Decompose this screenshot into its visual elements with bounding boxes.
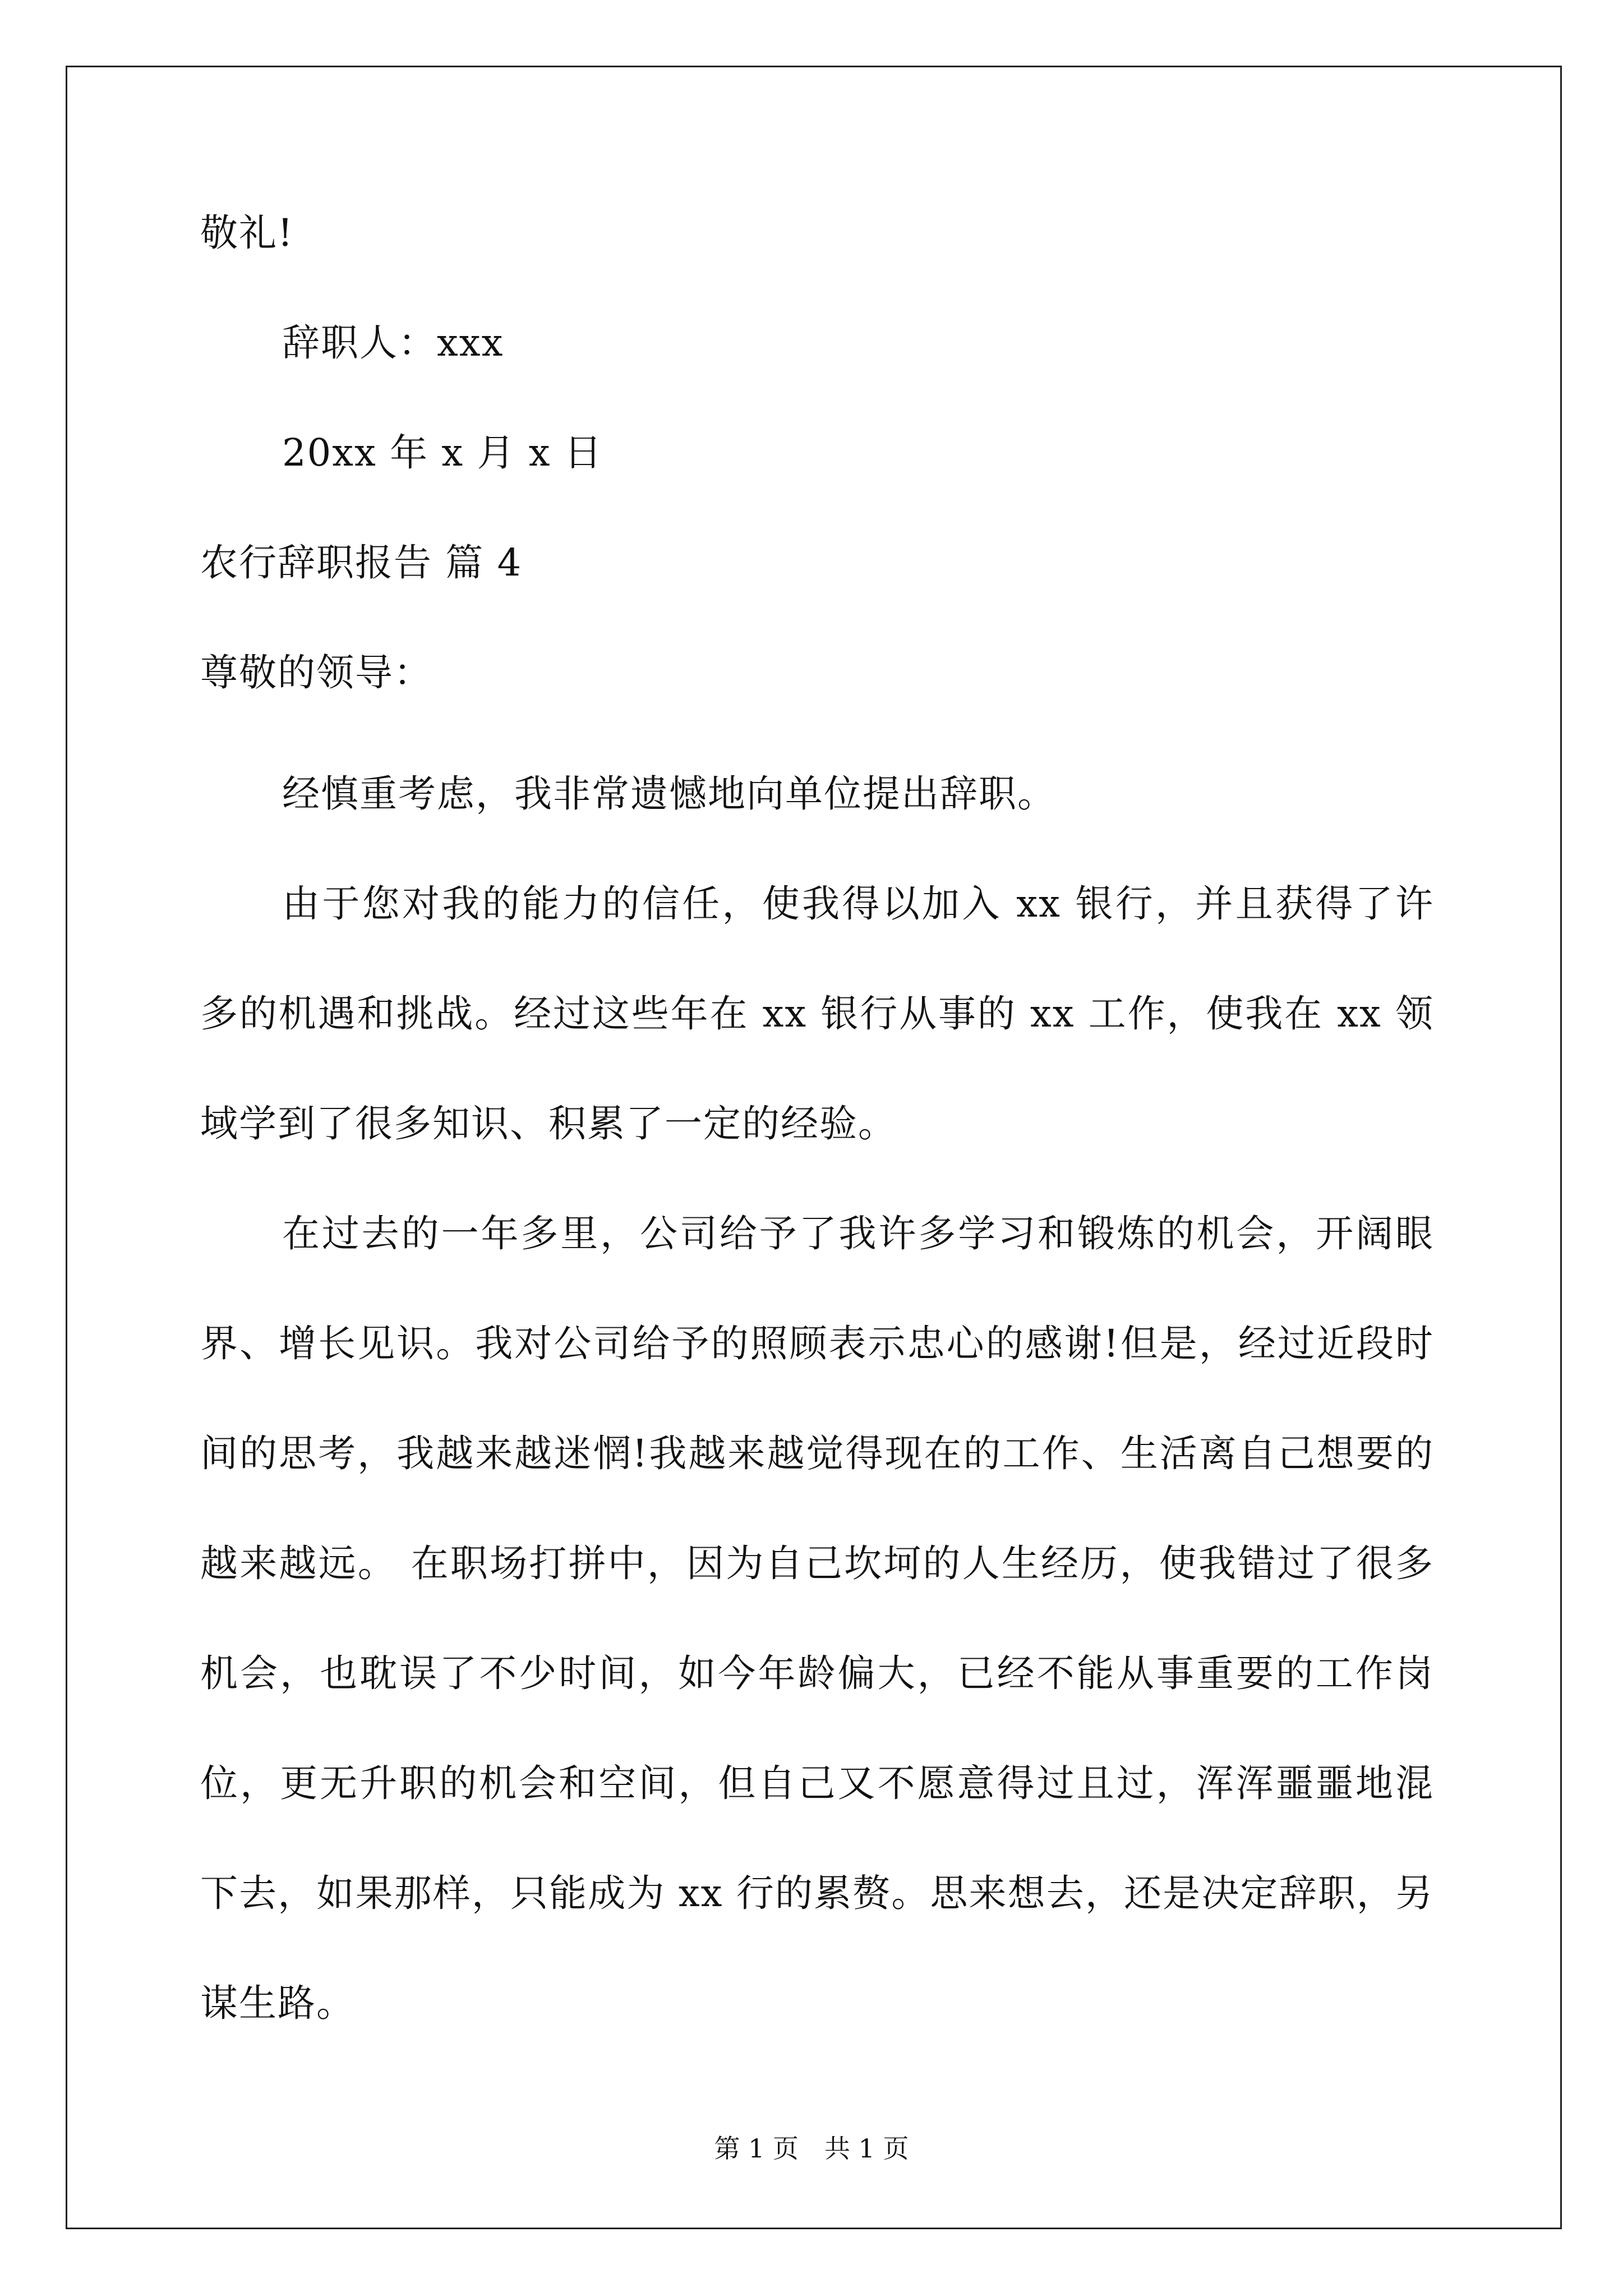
closing-line: 敬礼! bbox=[200, 211, 294, 255]
signer-line: 辞职人：xxx bbox=[282, 321, 504, 365]
salutation: 尊敬的领导： bbox=[200, 651, 432, 694]
page-footer: 第 1 页 共 1 页 bbox=[714, 2133, 909, 2164]
paragraph-3: 在过去的一年多里，公司给予了我许多学习和锻炼的机会，开阔眼界、增长见识。我对公司给予的照顾表示忠心的感谢!但是，经过近段时间的思考，我越来越迷惘!我越来越觉得现在的工作、生活离自己想要的越来越远。 在职场打拼中，因为自己坎坷的人生经历，使我错过了很多机会，也耽误了不少时间，如今年龄偏大，已经不能从事重要的工作岗位，更无升职的机会和空间，但自己又不愿意得过且过，浑浑噩噩地混下去，如果那样，只能成为 xx 行的累赘。思来想去，还是决定辞职，另谋生路。 bbox=[200, 1212, 1434, 2025]
section-title: 农行辞职报告 篇 4 bbox=[200, 541, 523, 585]
paragraph-2: 由于您对我的能力的信任，使我得以加入 xx 银行，并且获得了许多的机遇和挑战。经过这些年在 xx 银行从事的 xx 工作，使我在 xx 领域学到了很多知识、积累了一定的经验。 bbox=[200, 882, 1434, 1145]
paragraph-1: 经慎重考虑，我非常遗憾地向单位提出辞职。 bbox=[282, 772, 1056, 816]
date-line: 20xx 年 x 月 x 日 bbox=[282, 431, 603, 475]
